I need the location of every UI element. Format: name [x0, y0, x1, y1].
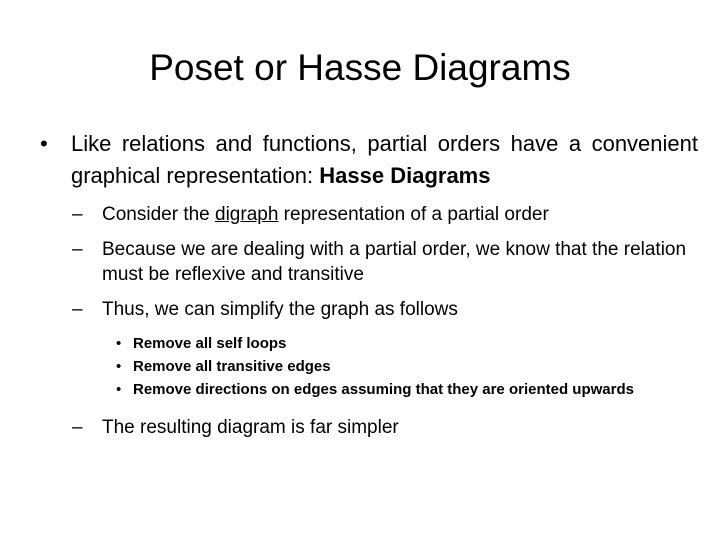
dash-marker: –: [72, 417, 83, 438]
underlined-term-digraph: digraph: [215, 204, 279, 225]
sub-bullet-text: The resulting diagram is far simpler: [102, 417, 399, 438]
step-text: Remove all self loops: [133, 335, 287, 352]
bullet-hasse-intro: [36, 128, 698, 192]
step-bullet-marker: •: [116, 335, 122, 352]
step-item: [36, 355, 698, 378]
sub-bullet-digraph: [36, 202, 698, 227]
step-text: Remove all transitive edges: [133, 358, 331, 375]
slide-title: Poset or Hasse Diagrams: [149, 47, 571, 88]
dash-marker: –: [72, 239, 83, 260]
dash-marker: –: [72, 299, 83, 320]
simplification-steps: [36, 332, 698, 401]
sub-bullet-text-pre: Consider the: [102, 204, 216, 225]
step-text: Remove directions on edges assuming that they are oriented upwards: [133, 381, 634, 398]
sub-bullet-result: [36, 415, 698, 440]
slide-content: [36, 128, 698, 440]
sub-bullet-text: Thus, we can simplify the graph as follows: [102, 299, 458, 320]
step-bullet-marker: •: [116, 381, 122, 398]
sub-bullet-partial-order: [36, 237, 698, 287]
bullet-bold-term: Hasse Diagrams: [319, 163, 491, 188]
bullet-marker: •: [40, 131, 48, 156]
sub-bullet-text: Because we are dealing with a partial order, we know that the relation must be reflexive and transitive: [102, 239, 687, 285]
step-bullet-marker: •: [116, 358, 122, 375]
sub-bullet-simplify: [36, 297, 698, 322]
dash-marker: –: [72, 204, 83, 225]
sub-bullet-text-post: representation of a partial order: [278, 204, 549, 225]
bullet-text: Like relations and functions, partial orders have a convenient graphical representation:: [71, 131, 698, 188]
step-item: [36, 378, 698, 401]
step-item: [36, 332, 698, 355]
